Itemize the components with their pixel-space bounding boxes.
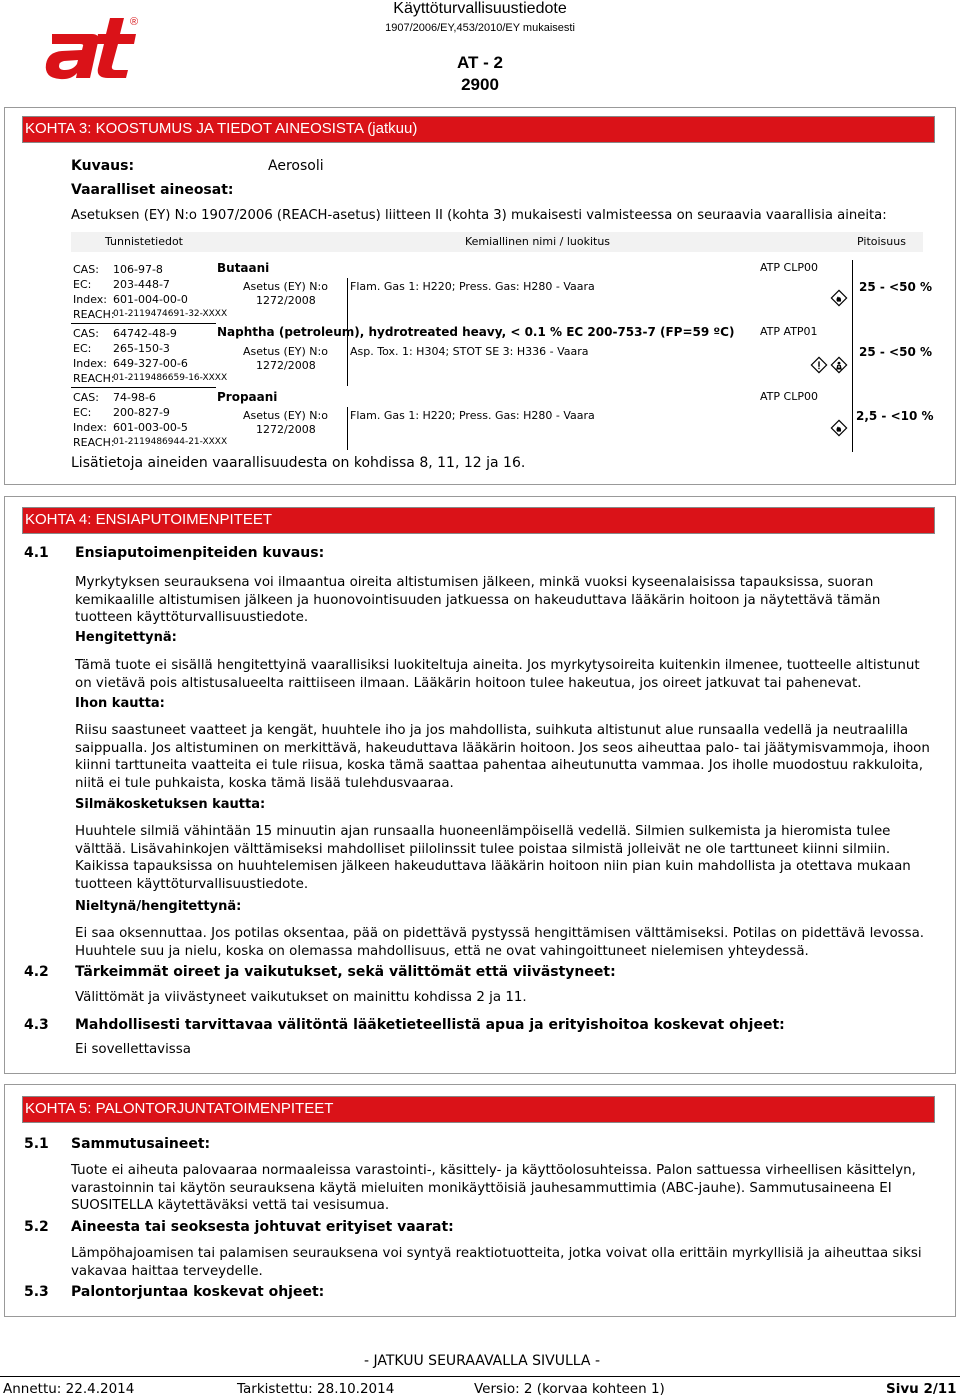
subsection-title: Sammutusaineet: bbox=[71, 1136, 211, 1152]
atp-label: ATP CLP00 bbox=[760, 261, 818, 274]
ingestion-label: Nieltynä/hengitettynä: bbox=[75, 899, 242, 914]
medical-attention-text: Ei sovellettavissa bbox=[75, 1042, 191, 1057]
product-line-2: 2900 bbox=[461, 75, 499, 94]
ingestion-text: Ei saa oksennuttaa. Jos potilas oksentaa, pää on pidettävä pystyssä hengittämisen välttämiseksi. Potilas on pidettävä levossa. Huuhtele suu ja nielu, koska on olemassa mahdollisuus, että ne ovat vahingoittuneet nielemisen yhteydessä. bbox=[75, 926, 925, 959]
ec-label: EC: bbox=[73, 278, 92, 291]
subsection-title: Ensiaputoimenpiteiden kuvaus: bbox=[75, 545, 325, 561]
version-info: Versio: 2 (korvaa kohteen 1) bbox=[474, 1381, 665, 1397]
regulation-line-1: Asetus (EY) N:o bbox=[243, 409, 328, 422]
index-label: Index: bbox=[73, 357, 107, 370]
subsection-number: 5.2 bbox=[24, 1219, 49, 1235]
ec-number: 203-448-7 bbox=[113, 278, 170, 291]
index-number: 649-327-00-6 bbox=[113, 357, 188, 370]
header-ident: Tunnistetiedot bbox=[105, 235, 183, 248]
section-5-title: KOHTA 5: PALONTORJUNTATOIMENPITEET bbox=[22, 1096, 935, 1123]
section-3-title: KOHTA 3: KOOSTUMUS JA TIEDOT AINEOSISTA (jatkuu) bbox=[22, 116, 935, 143]
regulation-reference: 1907/2006/EY,453/2010/EY mukaisesti bbox=[385, 22, 575, 34]
reviewed-date: Tarkistettu: 28.10.2014 bbox=[237, 1381, 395, 1397]
classification: Asp. Tox. 1: H304; STOT SE 3: H336 - Vaara bbox=[350, 345, 589, 358]
regulation-line-1: Asetus (EY) N:o bbox=[243, 345, 328, 358]
page-number: Sivu 2/11 bbox=[886, 1381, 957, 1397]
reach-label: REACH: bbox=[73, 372, 115, 385]
document-title: Käyttöturvallisuustiedote bbox=[393, 0, 567, 17]
atp-label: ATP ATP01 bbox=[760, 325, 818, 338]
subsection-title: Palontorjuntaa koskevat ohjeet: bbox=[71, 1284, 325, 1300]
cas-label: CAS: bbox=[73, 263, 99, 276]
header-concentration: Pitoisuus bbox=[857, 235, 906, 248]
table-divider bbox=[71, 387, 216, 388]
product-line-1: AT - 2 bbox=[457, 53, 503, 72]
composition-intro: Asetuksen (EY) N:o 1907/2006 (REACH-asetus) liitteen II (kohta 3) mukaisesti valmisteessa on seuraavia vaarallisia aineita: bbox=[71, 208, 887, 223]
vaaralliset-label: Vaaralliset aineosat: bbox=[71, 182, 234, 198]
product-code bbox=[420, 52, 540, 96]
composition-table-header bbox=[71, 232, 923, 252]
reach-label: REACH: bbox=[73, 308, 115, 321]
regulation-line-2: 1272/2008 bbox=[256, 359, 316, 372]
symptoms-text: Välittömät ja viivästyneet vaikutukset on mainittu kohdissa 2 ja 11. bbox=[75, 990, 527, 1005]
continued-notice: - JATKUU SEURAAVALLA SIVULLA - bbox=[364, 1353, 601, 1369]
index-label: Index: bbox=[73, 421, 107, 434]
footer-divider bbox=[0, 1376, 960, 1377]
subsection-number: 4.3 bbox=[24, 1017, 49, 1033]
extinguishing-text: Tuote ei aiheuta palovaaraa normaaleissa varastointi-, käsittely- ja käyttöolosuhteissa. Palon sattuessa virheellisen käsittelyn, varastoinnin tai käytön seurauksena käytä mieluiten monikäyttöisiä jauhesammuttimia (ABC-jauhe). Sammutusaineena EI SUOSITELLA käytettäväksi vettä tai vesisumua. bbox=[71, 1163, 916, 1213]
cas-number: 64742-48-9 bbox=[113, 327, 177, 340]
eye-label: Silmäkosketuksen kautta: bbox=[75, 797, 266, 812]
reach-number: 01-2119486944-21-XXXX bbox=[113, 437, 228, 447]
classification: Flam. Gas 1: H220; Press. Gas: H280 - Vaara bbox=[350, 280, 595, 293]
substance-name: Naphtha (petroleum), hydrotreated heavy, < 0.1 % EC 200-753-7 (FP=59 ºC) bbox=[217, 325, 735, 339]
regulation-line-2: 1272/2008 bbox=[256, 294, 316, 307]
index-number: 601-003-00-5 bbox=[113, 421, 188, 434]
additional-info-note: Lisätietoja aineiden vaarallisuudesta on kohdissa 8, 11, 12 ja 16. bbox=[71, 455, 526, 471]
ec-number: 265-150-3 bbox=[113, 342, 170, 355]
table-divider bbox=[347, 407, 348, 450]
ec-label: EC: bbox=[73, 342, 92, 355]
concentration: 25 - <50 % bbox=[859, 345, 932, 359]
inhalation-text: Tämä tuote ei sisällä hengitettyinä vaarallisiksi luokiteltuja aineita. Jos myrkytysoireita kuitenkin ilmenee, tuotteelle altistunut on vietävä pois altistusalueelta raittiiseen ilmaan. Lääkärin hoitoon tulee hakeutua, jos oireet jatkuvat tai pahenevat. bbox=[75, 658, 920, 691]
reach-label: REACH: bbox=[73, 436, 115, 449]
substance-name: Butaani bbox=[217, 261, 270, 275]
regulation-line-2: 1272/2008 bbox=[256, 423, 316, 436]
health-hazard-icon bbox=[830, 356, 848, 374]
subsection-title: Aineesta tai seoksesta johtuvat erityiset vaarat: bbox=[71, 1219, 454, 1235]
concentration: 2,5 - <10 % bbox=[856, 409, 934, 423]
ec-label: EC: bbox=[73, 406, 92, 419]
registered-mark: ® bbox=[130, 16, 139, 28]
table-divider bbox=[852, 260, 853, 452]
kuvaus-label: Kuvaus: bbox=[71, 158, 135, 174]
cas-number: 74-98-6 bbox=[113, 391, 156, 404]
regulation-line-1: Asetus (EY) N:o bbox=[243, 280, 328, 293]
cas-label: CAS: bbox=[73, 391, 99, 404]
subsection-number: 5.3 bbox=[24, 1284, 49, 1300]
subsection-title: Tärkeimmät oireet ja vaikutukset, sekä välittömät että viivästyneet: bbox=[75, 964, 616, 980]
cas-number: 106-97-8 bbox=[113, 263, 163, 276]
table-divider bbox=[71, 323, 216, 324]
concentration: 25 - <50 % bbox=[859, 280, 932, 294]
classification: Flam. Gas 1: H220; Press. Gas: H280 - Vaara bbox=[350, 409, 595, 422]
subsection-title: Mahdollisesti tarvittavaa välitöntä lääketieteellistä apua ja erityishoitoa koskevat ohjeet: bbox=[75, 1017, 785, 1033]
skin-label: Ihon kautta: bbox=[75, 696, 165, 711]
subsection-number: 5.1 bbox=[24, 1136, 49, 1152]
special-hazards-text: Lämpöhajoamisen tai palamisen seurauksena voi syntyä reaktiotuotteita, jotka voivat olla erittäin myrkyllisiä ja aiheuttaa siksi vakavaa haittaa terveydelle. bbox=[71, 1246, 922, 1279]
issued-date: Annettu: 22.4.2014 bbox=[3, 1381, 135, 1397]
kuvaus-value: Aerosoli bbox=[268, 158, 324, 174]
reach-number: 01-2119486659-16-XXXX bbox=[113, 373, 228, 383]
index-label: Index: bbox=[73, 293, 107, 306]
first-aid-intro: Myrkytyksen seurauksena voi ilmaantua oireita altistumisen jälkeen, minkä vuoksi kyseenalaisissa tapauksissa, suoran kemikaalille altistumisen jälkeen ja huonovointisuuden jatkuessa on hakeuduttava lääkärin hoitoon ja näytettävä tämän tuotteen käyttöturvallisuustiedote. bbox=[75, 575, 881, 625]
cas-label: CAS: bbox=[73, 327, 99, 340]
reach-number: 01-2119474691-32-XXXX bbox=[113, 309, 228, 319]
subsection-number: 4.2 bbox=[24, 964, 49, 980]
atp-label: ATP CLP00 bbox=[760, 390, 818, 403]
header-name: Kemiallinen nimi / luokitus bbox=[465, 235, 611, 248]
skin-text: Riisu saastuneet vaatteet ja kengät, huuhtele iho ja jos mahdollista, suihkuta altistunut alue runsaalla vedellä ja neutraalilla saippualla. Jos altistuminen on merkittävä, hakeuduttava lääkärin hoitoon. Jos seos aiheuttaa palo- tai jäätymisvammoja, ihoon kiinni tarttuneita vaatteita ei tule riisua, koska tämä saattaa pahentaa aiheutunutta vammaa. Jos iholle muodostuu rakkuloita, niitä ei tule puhkaista, koska tämä lisää tulehdusvaaraa. bbox=[75, 723, 930, 791]
flame-hazard-icon bbox=[830, 419, 848, 437]
section-4-title: KOHTA 4: ENSIAPUTOIMENPITEET bbox=[22, 507, 935, 534]
flame-hazard-icon bbox=[830, 289, 848, 307]
substance-name: Propaani bbox=[217, 390, 278, 404]
exclamation-hazard-icon bbox=[810, 356, 828, 374]
ec-number: 200-827-9 bbox=[113, 406, 170, 419]
eye-text: Huuhtele silmiä vähintään 15 minuutin ajan runsaalla huoneenlämpöisellä vedellä. Silmien sulkemista ja hieromista tulee välttää. Lisävahinkojen välttämiseksi mahdolliset piilolinssit tulee poistaa silmistä jolleivät ne ole tarttuneet kiinni silmiin. Kaikissa tapauksissa on huuhtelemisen jälkeen hakeuduttava lääkärin hoitoon niin pian kuin mahdollista ja otettava mukaan tuotteen käyttöturvallisuustiedote. bbox=[75, 824, 911, 892]
index-number: 601-004-00-0 bbox=[113, 293, 188, 306]
subsection-number: 4.1 bbox=[24, 545, 49, 561]
inhalation-label: Hengitettynä: bbox=[75, 630, 177, 645]
